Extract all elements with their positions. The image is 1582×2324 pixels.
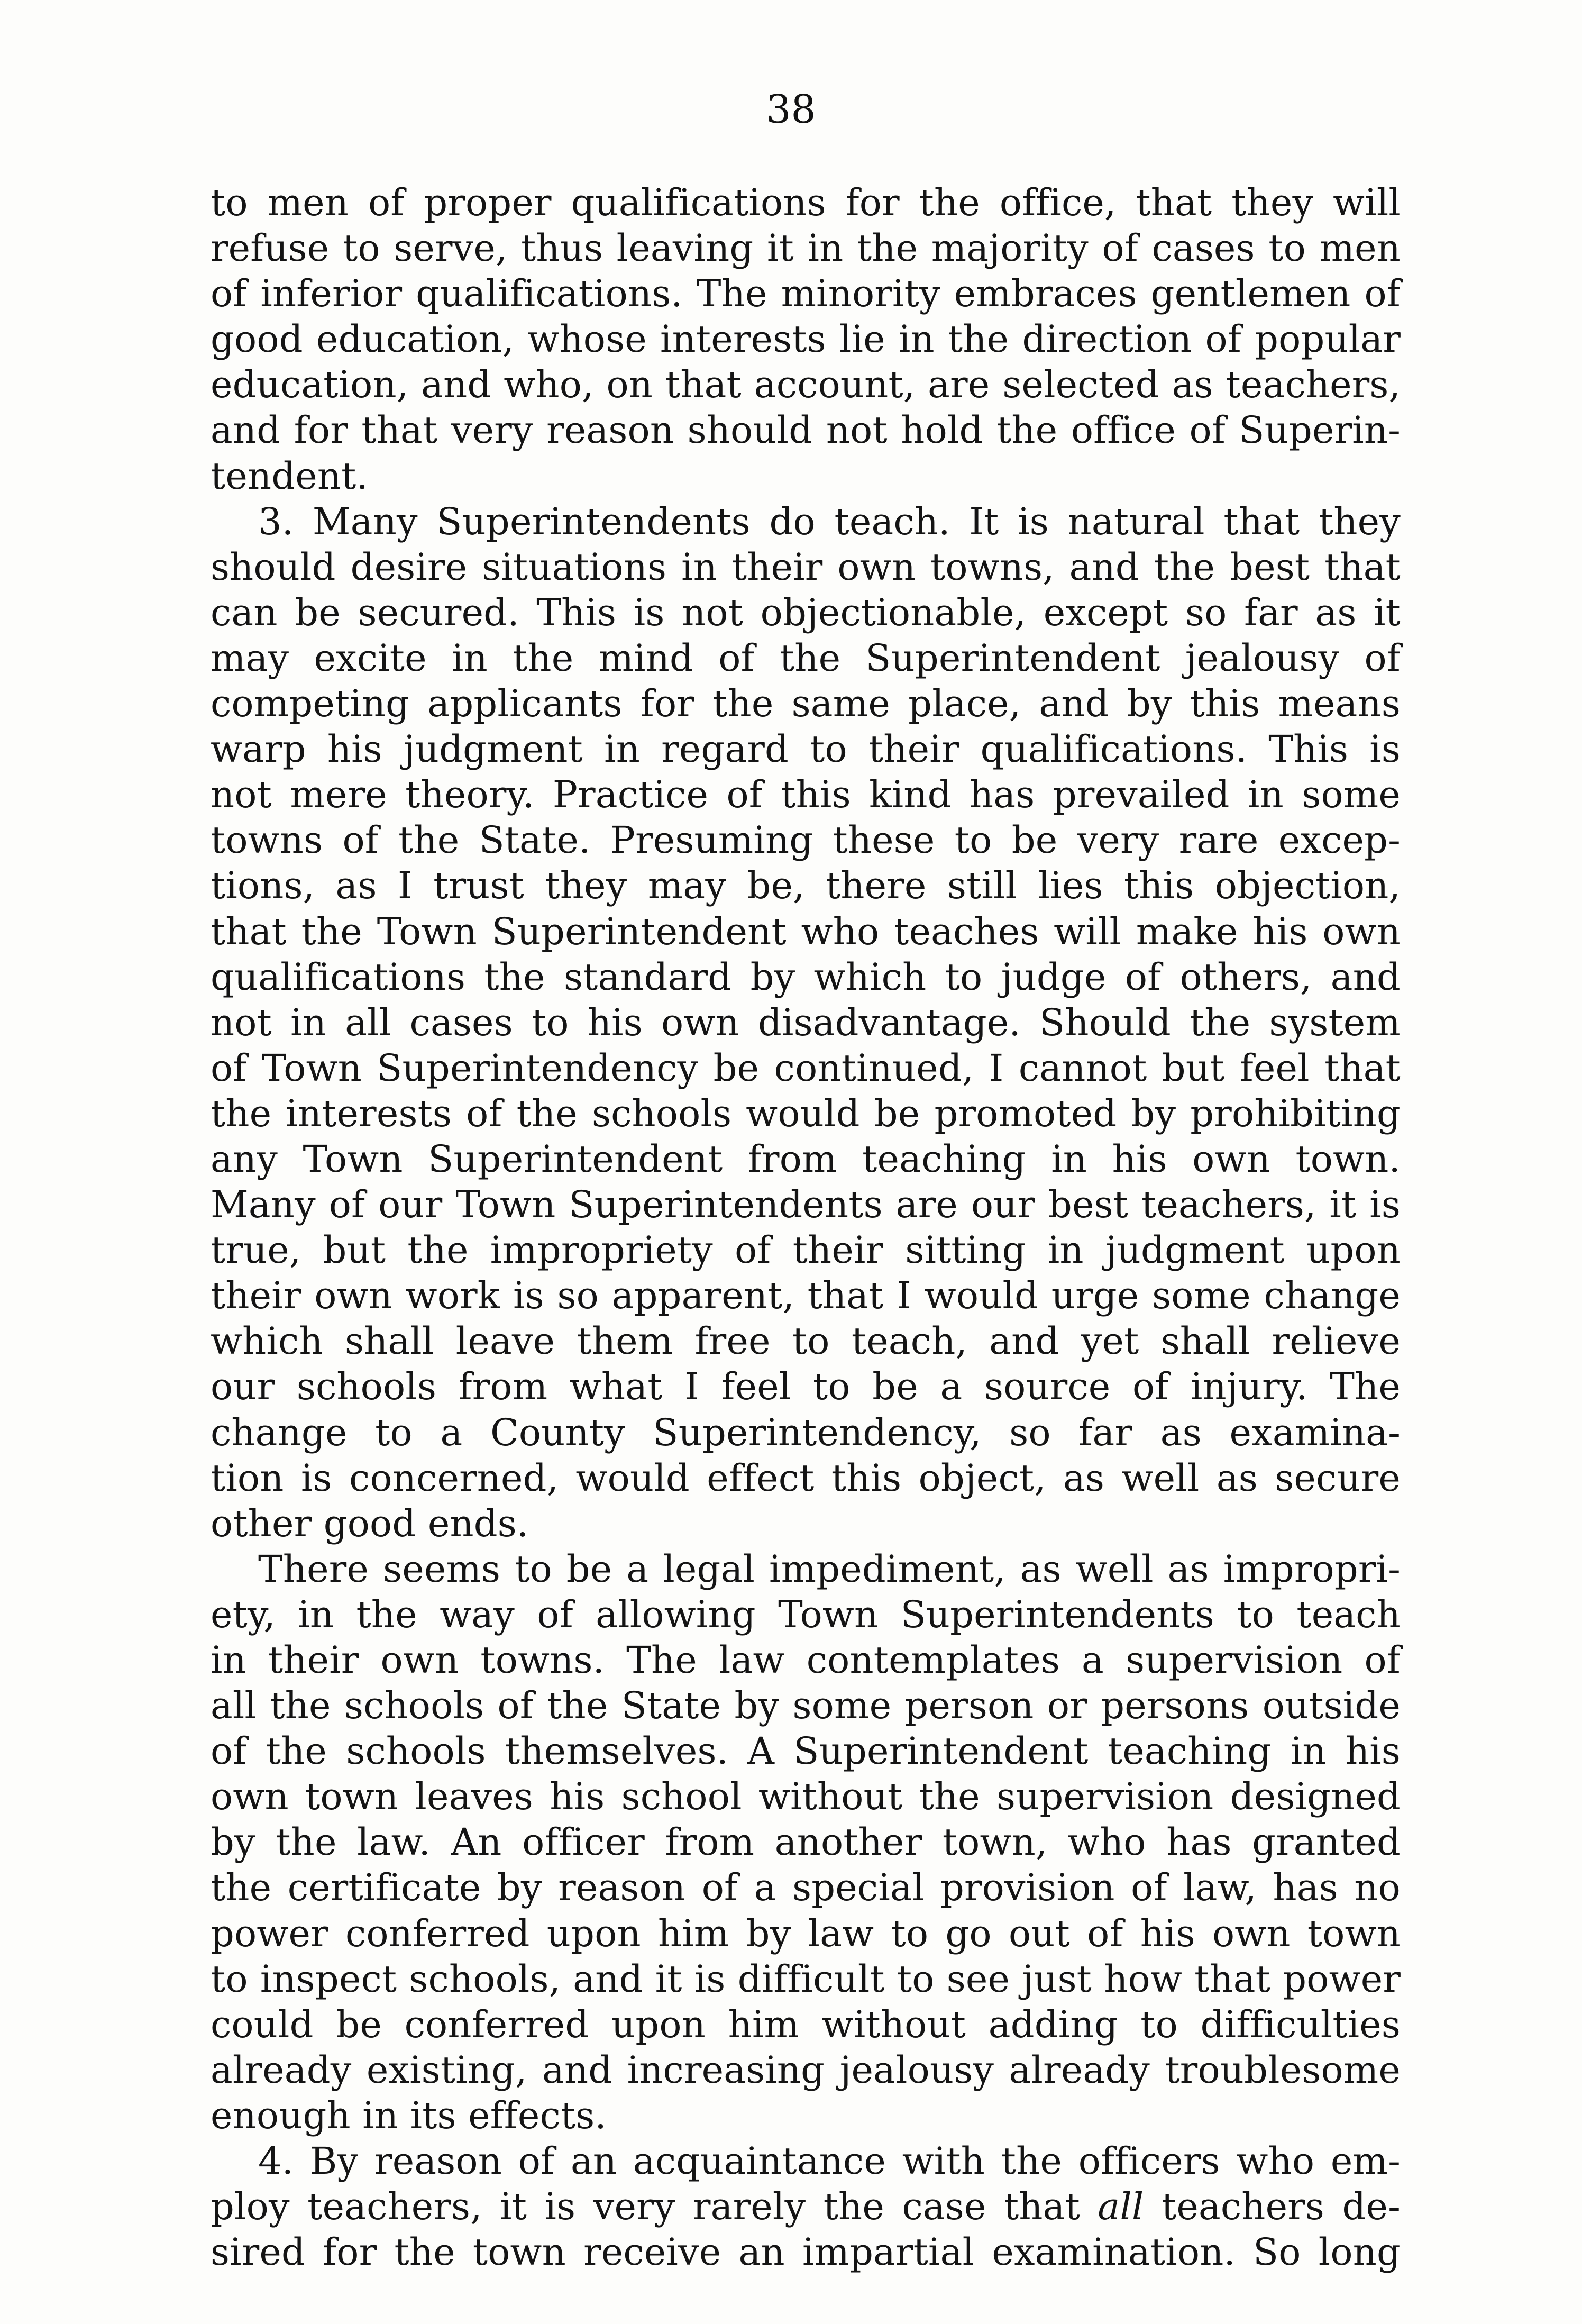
text-line-content: of inferior qualifications. The minority embraces gentlemen of [211, 272, 1401, 316]
text-line-content: sired for the town receive an impartial examination. So long [211, 2230, 1401, 2274]
text-line [211, 1364, 1401, 1409]
text-line [211, 1683, 1401, 1728]
text-line-content: the certificate by reason of a special provision of law, has no [211, 1866, 1401, 1910]
text-line-content: true, but the impropriety of their sitting in judgment upon [211, 1228, 1401, 1272]
text-line [211, 2229, 1401, 2275]
text-line [211, 362, 1401, 407]
text-line [211, 1045, 1401, 1091]
text-line-content: enough in its effects. [211, 2093, 607, 2137]
text-line-content: 3. Many Superintendents do teach. It is natural that they [258, 499, 1401, 543]
text-line [211, 1455, 1401, 1501]
body-text [211, 180, 1401, 2275]
text-line [211, 909, 1401, 954]
text-line [211, 590, 1401, 635]
text-line [211, 817, 1401, 863]
text-line [211, 772, 1401, 817]
text-line [211, 180, 1401, 225]
text-line-content: good education, whose interests lie in the direction of popular [211, 317, 1401, 361]
text-line-content: competing applicants for the same place, and by this means [211, 682, 1401, 726]
text-line-content: Many of our Town Superintendents are our best teachers, it is [211, 1183, 1401, 1227]
text-line-content: of the schools themselves. A Superintendent teaching in his [211, 1729, 1401, 1773]
text-line [211, 1819, 1401, 1865]
text-line [211, 2002, 1401, 2047]
text-line-content: our schools from what I feel to be a source of injury. The [211, 1365, 1401, 1409]
text-line [211, 726, 1401, 772]
text-line-content: already existing, and increasing jealousy already troublesome [211, 2048, 1401, 2092]
text-line [211, 1546, 1401, 1592]
text-line-content: can be secured. This is not objectionable, except so far as it [211, 590, 1401, 634]
text-line [211, 2047, 1401, 2093]
text-line [211, 1091, 1401, 1136]
text-line [211, 635, 1401, 681]
text-line [211, 1728, 1401, 1774]
text-line-content: that the Town Superintendent who teaches will make his own [211, 909, 1401, 953]
emphasized-word: all [1098, 2185, 1144, 2229]
text-line-content: tion is concerned, would effect this object, as well as secure [211, 1456, 1401, 1500]
text-line-content: and for that very reason should not hold the office of Superin- [211, 408, 1401, 452]
page-number: 38 [766, 87, 816, 132]
text-line-content: which shall leave them free to teach, and yet shall relieve [211, 1319, 1401, 1363]
text-line [211, 1637, 1401, 1683]
text-line-content: their own work is so apparent, that I would urge some change [211, 1274, 1401, 1318]
text-line-content: education, and who, on that account, are selected as teachers, [211, 363, 1401, 407]
text-line-content: tions, as I trust they may be, there still lies this objection, [211, 864, 1401, 908]
text-line [211, 1865, 1401, 1910]
text-line-content: to men of proper qualifications for the office, that they will [211, 181, 1401, 224]
text-line-content: any Town Superintendent from teaching in his own town. [211, 1137, 1401, 1181]
text-line-content: There seems to be a legal impediment, as well as impropri- [258, 1547, 1401, 1591]
text-line-content: ploy teachers, it is very rarely the case that [211, 2185, 1098, 2229]
text-line [211, 1911, 1401, 1956]
text-line-content: change to a County Superintendency, so far as examina- [211, 1410, 1401, 1454]
text-line [211, 863, 1401, 908]
text-line-content: by the law. An officer from another town, who has granted [211, 1820, 1401, 1864]
text-line-content: own town leaves his school without the supervision designed [211, 1775, 1401, 1819]
text-line-content: not mere theory. Practice of this kind has prevailed in some [211, 773, 1401, 817]
text-line-content: could be conferred upon him without adding to difficulties [211, 2002, 1401, 2046]
text-line [211, 1956, 1401, 2002]
text-line-content: 4. By reason of an acquaintance with the officers who em- [258, 2139, 1401, 2183]
text-line [211, 681, 1401, 726]
text-line [211, 225, 1401, 271]
text-line [211, 2184, 1401, 2229]
text-line [211, 1774, 1401, 1819]
text-line [211, 544, 1401, 590]
text-line-continuation: teachers de- [1144, 2185, 1401, 2229]
text-line-content: tendent. [211, 454, 368, 498]
text-line [211, 1410, 1401, 1455]
text-line [211, 453, 1401, 499]
text-line [211, 1273, 1401, 1318]
text-line-content: other good ends. [211, 1501, 529, 1545]
text-line-content: should desire situations in their own towns, and the best that [211, 545, 1401, 589]
text-line-content: power conferred upon him by law to go out of his own town [211, 1911, 1401, 1955]
text-line [211, 1000, 1401, 1045]
text-line-content: in their own towns. The law contemplates a supervision of [211, 1638, 1401, 1682]
text-line-content: of Town Superintendency be continued, I cannot but feel that [211, 1046, 1401, 1090]
text-line [211, 499, 1401, 544]
text-line [211, 2093, 1401, 2138]
text-line [211, 1136, 1401, 1182]
text-line [211, 954, 1401, 1000]
text-line [211, 316, 1401, 362]
text-line [211, 271, 1401, 316]
text-line-content: ety, in the way of allowing Town Superintendents to teach [211, 1592, 1401, 1636]
text-line [211, 2138, 1401, 2184]
text-line-content: to inspect schools, and it is difficult to see just how that power [211, 1957, 1401, 2001]
text-line-content: all the schools of the State by some person or persons outside [211, 1684, 1401, 1728]
text-line [211, 1182, 1401, 1227]
text-line-content: the interests of the schools would be promoted by prohibiting [211, 1091, 1401, 1135]
text-line-content: not in all cases to his own disadvantage. Should the system [211, 1000, 1401, 1044]
text-line [211, 1501, 1401, 1546]
text-line-content: towns of the State. Presuming these to be very rare excep- [211, 818, 1401, 862]
text-line-content: warp his judgment in regard to their qualifications. This is [211, 727, 1401, 771]
text-line-content: refuse to serve, thus leaving it in the majority of cases to men [211, 226, 1401, 270]
text-line-content: may excite in the mind of the Superintendent jealousy of [211, 636, 1401, 680]
text-line [211, 1318, 1401, 1364]
text-line [211, 407, 1401, 453]
text-line [211, 1227, 1401, 1273]
text-line [211, 1592, 1401, 1637]
text-line-content: qualifications the standard by which to judge of others, and [211, 955, 1401, 999]
